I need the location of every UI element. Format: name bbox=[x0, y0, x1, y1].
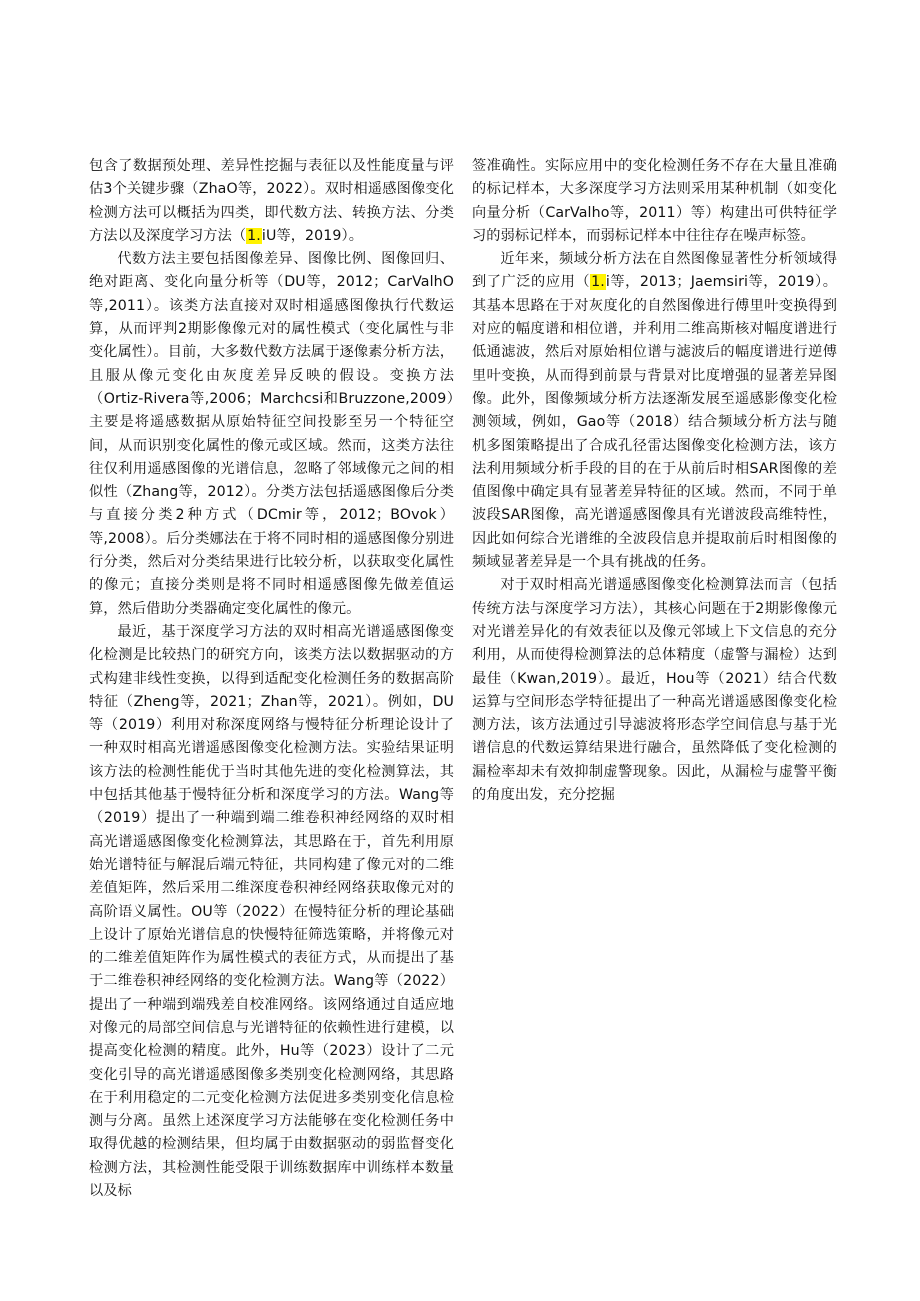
paragraph-p3 bbox=[89, 621, 454, 1203]
p3-text: 最近，基于深度学习方法的双时相高光谱遥感图像变化检测是比较热门的研究方向，该类方法以数据驱动的方式构建非线性变换，以得到适配变化检测任务的数据高阶特征（Zheng等，2021；Zhan等，2021）。例如，DU等（2019）利用对称深度网络与慢特征分析理论设计了一种双时相高光谱遥感图像变化检测方法。实验结果证明该方法的检测性能优于当时其他先进的变化检测算法，其中包括其他基于慢特征分析和深度学习的方法。Wang等（2019）提出了一种端到端二维卷积神经网络的双时相高光谱遥感图像变化检测算法，其思路在于，首先利用原始光谱特征与解混后端元特征，共同构建了像元对的二维差值矩阵，然后采用二维深度卷积神经网络获取像元对的高阶语义属性。OU等（2022）在慢特征分析的理论基础上设计了原始光谱信息的快慢特征筛选策略，并将像元对的二维差值矩阵作为属性模式的表征方式，从而提出了基于二维卷积神经网络的变化检测方法。Wang等（2022）提出了一种端到端残差自校准网络。该网络通过自适应地对像元的局部空间信息与光谱特征的依赖性进行建模，以提高变化检测的精度。此外，Hu等（2023）设计了二元变化引导的高光谱遥感图像多类别变化检测网络，其思路在于利用稳定的二元变化检测方法促进多类别变化信息检测与分离。虽然上述深度学习方法能够在变化检测任务中取得优越的检测结果，但均属于由数据驱动的弱监督变化检测方法，其检测性能受限于训练数据库中训练样本数量以及标 bbox=[89, 623, 454, 1200]
p1-text-2: iU等，2019）。 bbox=[261, 227, 364, 244]
p5-highlight: 1. bbox=[591, 274, 605, 291]
paragraph-p1 bbox=[89, 155, 454, 248]
paragraph-p5 bbox=[472, 248, 837, 574]
p5-text-1: 近年来，频域分析方法在自然图像显著性分析领域得到了广泛的应用（ bbox=[472, 251, 837, 291]
right-column bbox=[472, 155, 837, 807]
p6-text: 对于双时相高光谱遥感图像变化检测算法而言（包括传统方法与深度学习方法），其核心问题在于2期影像像元对光谱差异化的有效表征以及像元邻域上下文信息的充分利用，从而使得检测算法的总体精度（虚警与漏检）达到最佳（Kwan,2019）。最近，Hou等（2021）结合代数运算与空间形态学特征提出了一种高光谱遥感图像变化检测方法，该方法通过引导滤波将形态学空间信息与基于光谱信息的代数运算结果进行融合，虽然降低了变化检测的漏检率却未有效抑制虚警现象。因此，从漏检与虚警平衡的角度出发，充分挖掘 bbox=[472, 577, 837, 804]
paragraph-p2 bbox=[89, 248, 454, 621]
left-column bbox=[89, 155, 454, 1203]
paragraph-p6 bbox=[472, 574, 837, 807]
p4-text: 签准确性。实际应用中的变化检测任务不存在大量且准确的标记样本，大多深度学习方法则采用某种机制（如变化向量分析（CarValho等，2011）等）构建出可供特征学习的弱标记样本，而弱标记样本中往往存在噪声标签。 bbox=[472, 158, 837, 244]
p2-text: 代数方法主要包括图像差异、图像比例、图像回归、绝对距离、变化向量分析等（DU等，2012；CarValhO等,2011）。该类方法直接对双时相遥感图像执行代数运算，从而评判2期影像像元对的属性模式（变化属性与非变化属性）。目前，大多数代数方法属于逐像素分析方法，且服从像元变化由灰度差异反映的假设。变换方法（Ortiz-Rivera等,2006；Marchcsi和Bruzzone,2009）主要是将遥感数据从原始特征空间投影至另一个特征空间，从而识别变化属性的像元或区域。然而，这类方法往往仅利用遥感图像的光谱信息，忽略了邻域像元之间的相似性（Zhang等，2012）。分类方法包括遥感图像后分类与直接分类2种方式（DCmir等，2012；BOvok）等,2008）。后分类娜法在于将不同时相的遥感图像分别进行分类，然后对分类结果进行比较分析，以获取变化属性的像元；直接分类则是将不同时相遥感图像先做差值运算，然后借助分类器确定变化属性的像元。 bbox=[89, 251, 454, 617]
p5-text-2: i等，2013；Jaemsiri等，2019）。其基本思路在于对灰度化的自然图像进行傅里叶变换得到对应的幅度谱和相位谱，并利用二维高斯核对幅度谱进行低通滤波，然后对原始相位谱与滤波后的幅度谱进行逆傅里叶变换，从而得到前景与背景对比度增强的显著差异图像。此外，图像频域分析方法逐渐发展至遥感影像变化检测领域，例如，Gao等（2018）结合频域分析方法与随机多图策略提出了合成孔径雷达图像变化检测方法，该方法利用频域分析手段的目的在于从前后时相SAR图像的差值图像中确定具有显著差异特征的区域。然而，不同于单波段SAR图像，高光谱遥感图像具有光谱波段高维特性，因此如何综合光谱维的全波段信息并提取前后时相图像的频域显著差异是一个具有挑战的任务。 bbox=[472, 274, 837, 571]
paragraph-p4 bbox=[472, 155, 837, 248]
p1-text-1: 包含了数据预处理、差异性挖掘与表征以及性能度量与评估3个关键步骤（ZhaO等，2022）。双时相遥感图像变化检测方法可以概括为四类，即代数方法、转换方法、分类方法以及深度学习方法（ bbox=[89, 158, 454, 244]
p1-highlight: 1. bbox=[247, 227, 261, 244]
